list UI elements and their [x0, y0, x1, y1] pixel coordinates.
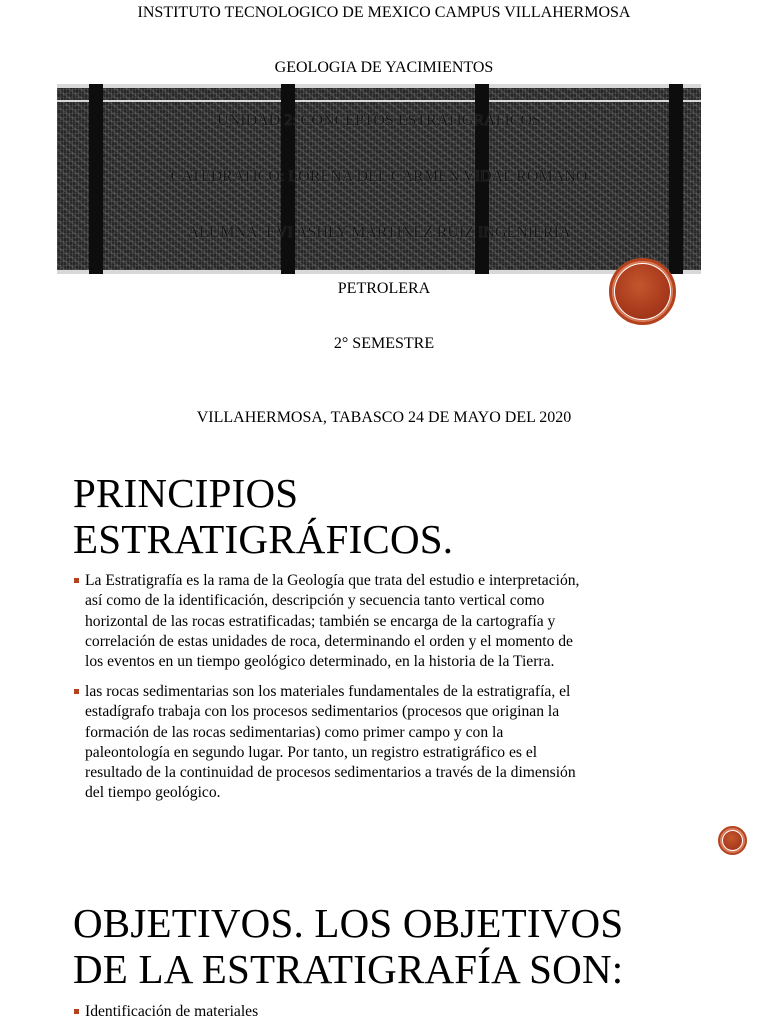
bullet-list	[74, 571, 724, 672]
bullet-list	[74, 682, 724, 804]
bullet-line: las rocas sedimentarias son los materiales fundamentales de la estratigrafía, el	[85, 683, 571, 700]
section-heading	[73, 470, 453, 562]
banner-top-band	[57, 84, 701, 88]
bullet-line: los eventos en un tiempo geológico determinado, en la historia de la Tierra.	[85, 653, 555, 671]
bullet-square-icon	[74, 1009, 79, 1014]
bullet-line: horizontal de las rocas estratificadas; también se encarga de la cartografía y	[85, 612, 556, 630]
bullet-line: La Estratigrafía es la rama de la Geología que trata del estudio e interpretación,	[85, 572, 580, 589]
bullet-line: formación de las rocas sedimentarias) como primer campo y con la	[85, 723, 504, 741]
banner-bottom-band	[57, 270, 701, 274]
bullet-item	[74, 682, 724, 804]
bullet-line: correlación de estas unidades de roca, determinando el orden y el momento de	[85, 632, 573, 650]
bullet-square-icon	[74, 689, 79, 694]
heading-line: PRINCIPIOS	[73, 470, 299, 516]
student-line: ALUMNA: EVI ASHLY MARTINEZ RUIZ INGENIERIA	[187, 224, 571, 241]
bullet-line: Identificación de materiales	[85, 1003, 259, 1020]
bullet-item	[74, 1002, 724, 1022]
decorative-circle	[718, 826, 747, 855]
banner-band	[57, 100, 701, 102]
place-date-line: VILLAHERMOSA, TABASCO 24 DE MAYO DEL 2020	[196, 409, 572, 426]
teacher-line: CATEDRATICO: LORENA DEL CARMEN VIDAL ROMANO	[170, 168, 588, 185]
section-heading	[73, 900, 623, 992]
bullet-line: resultado de la continuidad de procesos sedimentarios a través de la dimensión	[85, 764, 576, 782]
bullet-line: estadígrafo trabaja con los procesos sedimentarios (procesos que originan la	[85, 703, 560, 721]
heading-line: DE LA ESTRATIGRAFÍA SON:	[73, 946, 624, 992]
bullet-item	[74, 571, 724, 672]
heading-line: OBJETIVOS. LOS OBJETIVOS	[73, 900, 624, 946]
cover-banner	[57, 84, 701, 274]
career-line: PETROLERA	[337, 280, 431, 297]
bullet-list	[74, 1002, 724, 1022]
bullet-line: del tiempo geológico.	[85, 784, 221, 802]
semester-line: 2° SEMESTRE	[333, 335, 435, 352]
bullet-line: así como de la identificación, descripción y secuencia tanto vertical como	[85, 592, 545, 610]
bullet-line: paleontología en segundo lugar. Por tanto, un registro estratigráfico es el	[85, 743, 538, 761]
subject-title: GEOLOGIA DE YACIMIENTOS	[274, 59, 494, 76]
institute-title: INSTITUTO TECNOLOGICO DE MEXICO CAMPUS VILLAHERMOSA	[137, 4, 631, 21]
unit-line: UNIDAD 2: CONCEPTOS ESTRATIGRÁFICOS	[217, 112, 541, 129]
bullet-square-icon	[74, 578, 79, 583]
heading-line: ESTRATIGRÁFICOS.	[73, 516, 454, 562]
